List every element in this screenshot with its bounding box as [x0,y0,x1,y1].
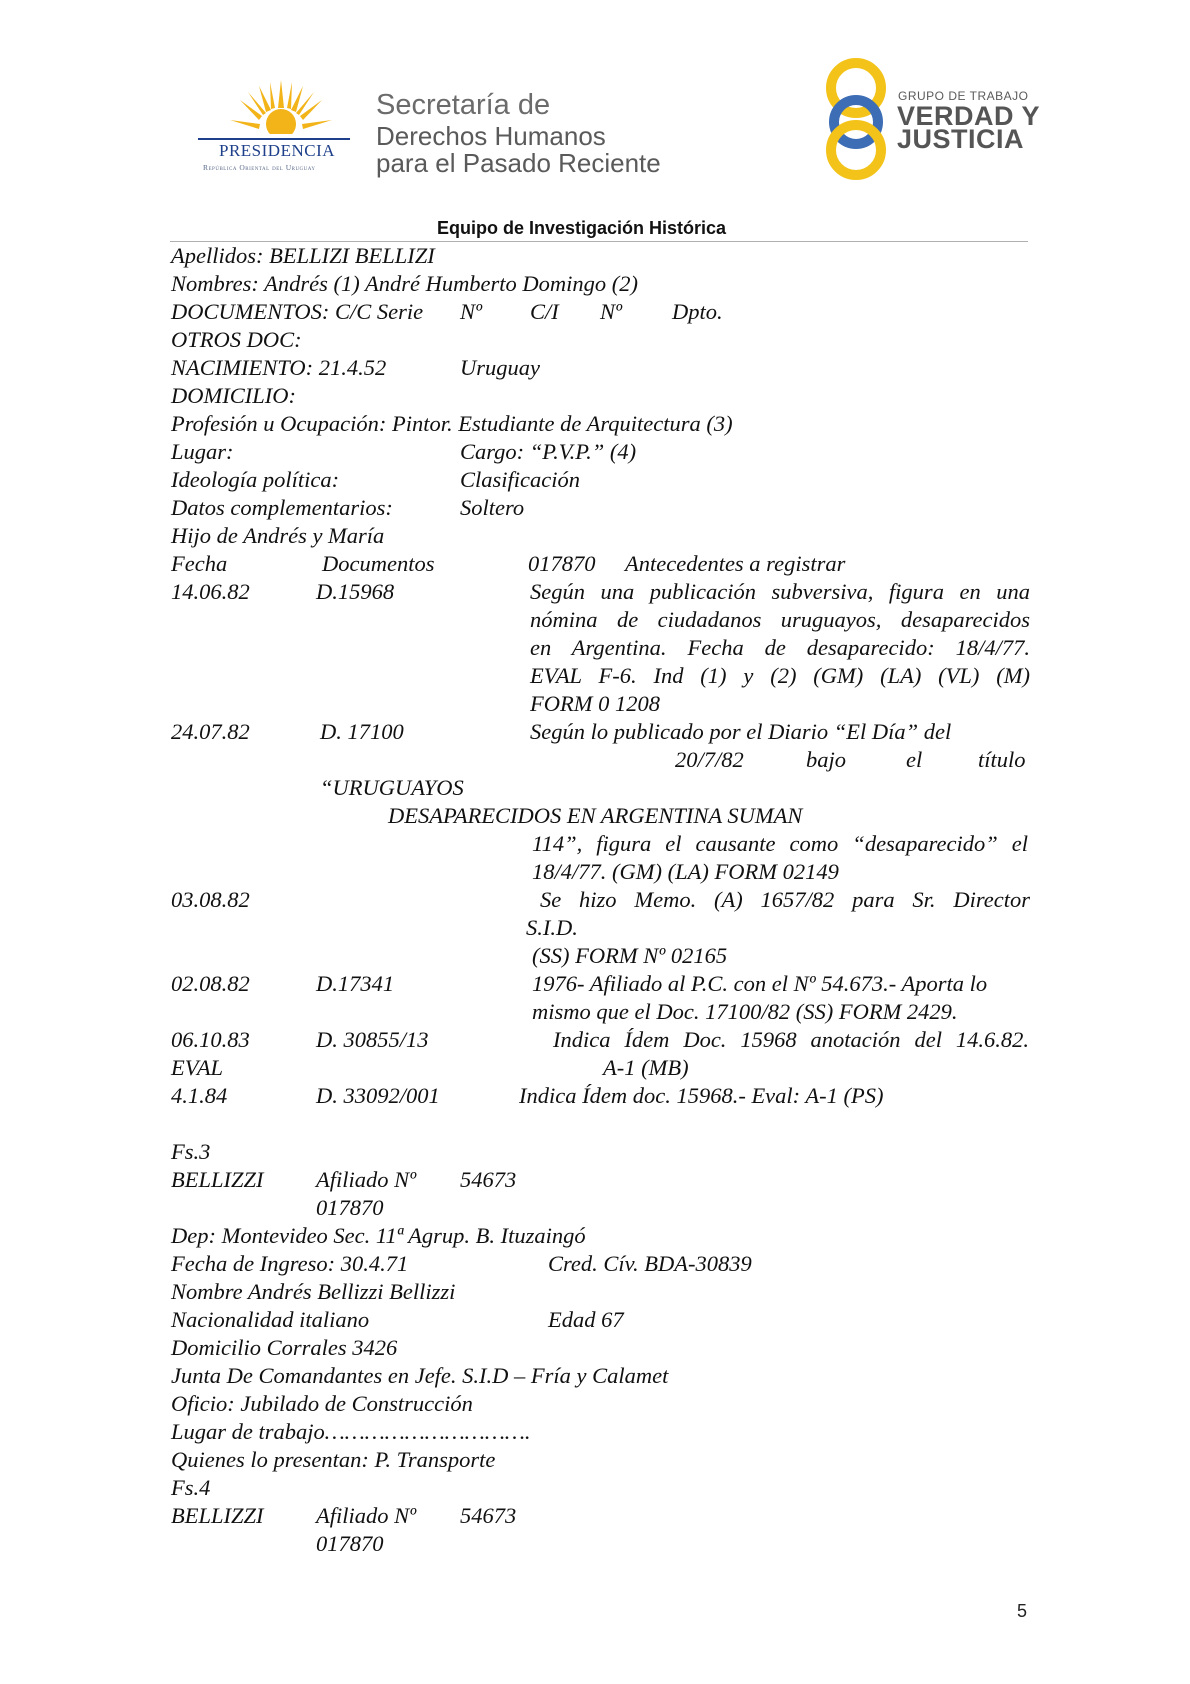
fs3-ingreso: Fecha de Ingreso: 30.4.71 [171,1251,409,1276]
fs3-code: 017870 [316,1195,384,1220]
header-fecha: Fecha [171,551,228,576]
datos-label: Datos complementarios: [171,495,393,520]
fs3-name: BELLIZZI [171,1167,264,1192]
entry-5-text-2: A-1 (MB) [603,1055,689,1080]
entry-5-fecha: 06.10.83 [171,1027,250,1052]
presidencia-subtitle: República Oriental del Uruguay [203,163,316,172]
entry-5-doc: D. 30855/13 [316,1027,429,1052]
entry-2-word-date: 20/7/82 [675,747,744,772]
fs3-afiliado-num: 54673 [460,1167,517,1192]
fs3-edad: Edad 67 [548,1307,624,1332]
secretaria-line-1: Secretaría de [376,89,551,121]
header-rule [170,241,1028,242]
fs3-label: Fs.3 [171,1139,211,1164]
entry-6-text-1: Indica Ídem doc. 15968.- Eval: A-1 (PS) [519,1083,884,1108]
clasificacion-value: Clasificación [460,467,580,492]
entry-1-text-3: en Argentina. Fecha de desaparecido: 18/4/77. [530,635,1030,660]
header-antecedentes: Antecedentes a registrar [625,551,846,576]
entry-2-text-5: 114”, figura el causante como “desaparecido” el [532,831,1028,856]
entry-1-text-1: Según una publicación subversiva, figura en una [530,579,1030,604]
header-documentos: Documentos [322,551,435,576]
presidencia-label: PRESIDENCIA [219,141,336,160]
nacimiento-line: NACIMIENTO: 21.4.52 [171,355,387,380]
documentos-serie-num: Nº [460,299,482,324]
secretaria-line-2: Derechos Humanos [376,121,606,151]
entry-2-text-4: DESAPARECIDOS EN ARGENTINA SUMAN [388,803,803,828]
fs3-junta: Junta De Comandantes en Jefe. S.I.D – Fría y Calamet [171,1363,669,1388]
entry-2-word-titulo: título [978,747,1026,772]
fs3-oficio: Oficio: Jubilado de Construcción [171,1391,473,1416]
entry-2-text-3: “URUGUAYOS [320,775,464,800]
fs3-nacionalidad: Nacionalidad italiano [171,1307,370,1332]
secretaria-line-3: para el Pasado Reciente [376,148,661,178]
grupo-line-2: VERDAD Y [897,101,1041,131]
entry-1-fecha: 14.06.82 [171,579,250,604]
entry-2-text-6: 18/4/77. (GM) (LA) FORM 02149 [532,859,839,884]
grupo-line-1: GRUPO DE TRABAJO [898,89,1029,103]
page-subtitle: Equipo de Investigación Histórica [437,218,727,238]
entry-4-text-2: mismo que el Doc. 17100/82 (SS) FORM 2429. [532,999,958,1024]
verdad-justicia-rings-icon [822,56,890,180]
fs4-code: 017870 [316,1531,384,1556]
fs3-domicilio: Domicilio Corrales 3426 [171,1335,398,1360]
hijo-line: Hijo de Andrés y María [171,523,385,548]
entry-1-doc: D.15968 [316,579,395,604]
presidencia-rule [198,138,350,140]
page-number: 5 [1017,1601,1028,1621]
entry-3-fecha: 03.08.82 [171,887,250,912]
entry-1-text-5: FORM 0 1208 [530,691,660,716]
entry-3-text-1: Se hizo Memo. (A) 1657/82 para Sr. Director [540,887,1030,912]
soltero-value: Soltero [460,495,525,520]
entry-4-fecha: 02.08.82 [171,971,250,996]
entry-2-text-1: Según lo publicado por el Diario “El Día” del [530,719,952,744]
entry-1-text-2: nómina de ciudadanos uruguayos, desaparecidos [530,607,1030,632]
lugar-label: Lugar: [171,439,234,464]
fs3-nombre: Nombre Andrés Bellizzi Bellizzi [171,1279,456,1304]
entry-2-fecha: 24.07.82 [171,719,250,744]
grupo-line-3: JUSTICIA [897,124,1025,154]
entry-6-fecha: 4.1.84 [171,1083,228,1108]
fs4-label: Fs.4 [171,1475,211,1500]
fs3-lugar: Lugar de trabajo…………………………. [171,1419,531,1444]
presidencia-sun-icon [226,78,336,146]
documentos-dpto: Dpto. [672,299,723,324]
documentos-ci-num: Nº [600,299,622,324]
header-number: 017870 [528,551,596,576]
fs3-afiliado: Afiliado Nº [316,1167,417,1192]
entry-6-doc: D. 33092/001 [316,1083,440,1108]
cargo-value: Cargo: “P.V.P.” (4) [460,439,637,464]
domicilio-line: DOMICILIO: [171,383,296,408]
entry-4-text-1: 1976- Afiliado al P.C. con el Nº 54.673.- Aporta lo [532,971,988,996]
entry-2-word-el: el [906,747,923,772]
documentos-label: DOCUMENTOS: C/C Serie [171,299,424,324]
nacimiento-pais: Uruguay [460,355,540,380]
entry-2-doc: D. 17100 [320,719,404,744]
apellidos-line: Apellidos: BELLIZI BELLIZI [171,243,435,268]
fs3-quienes: Quienes lo presentan: P. Transporte [171,1447,496,1472]
entry-5-eval: EVAL [171,1055,224,1080]
entry-4-doc: D.17341 [316,971,395,996]
fs4-name: BELLIZZI [171,1503,264,1528]
documentos-ci: C/I [530,299,559,324]
ideologia-label: Ideología política: [171,467,340,492]
fs3-dep: Dep: Montevideo Sec. 11ª Agrup. B. Ituzaingó [171,1223,586,1248]
fs4-afiliado-num: 54673 [460,1503,517,1528]
entry-3-text-2: S.I.D. [526,915,578,940]
otros-doc-line: OTROS DOC: [171,327,302,352]
entry-2-word-bajo: bajo [806,747,847,772]
fs4-afiliado: Afiliado Nº [316,1503,417,1528]
fs3-cred: Cred. Cív. BDA-30839 [548,1251,752,1276]
nombres-line: Nombres: Andrés (1) André Humberto Domingo (2) [171,271,639,296]
profesion-line: Profesión u Ocupación: Pintor. Estudiante de Arquitectura (3) [171,411,733,436]
entry-1-text-4: EVAL F-6. Ind (1) y (2) (GM) (LA) (VL) (M) [530,663,1030,688]
entry-5-text-1: Indica Ídem Doc. 15968 anotación del 14.6.82. [553,1027,1029,1052]
entry-3-text-3: (SS) FORM Nº 02165 [532,943,728,968]
